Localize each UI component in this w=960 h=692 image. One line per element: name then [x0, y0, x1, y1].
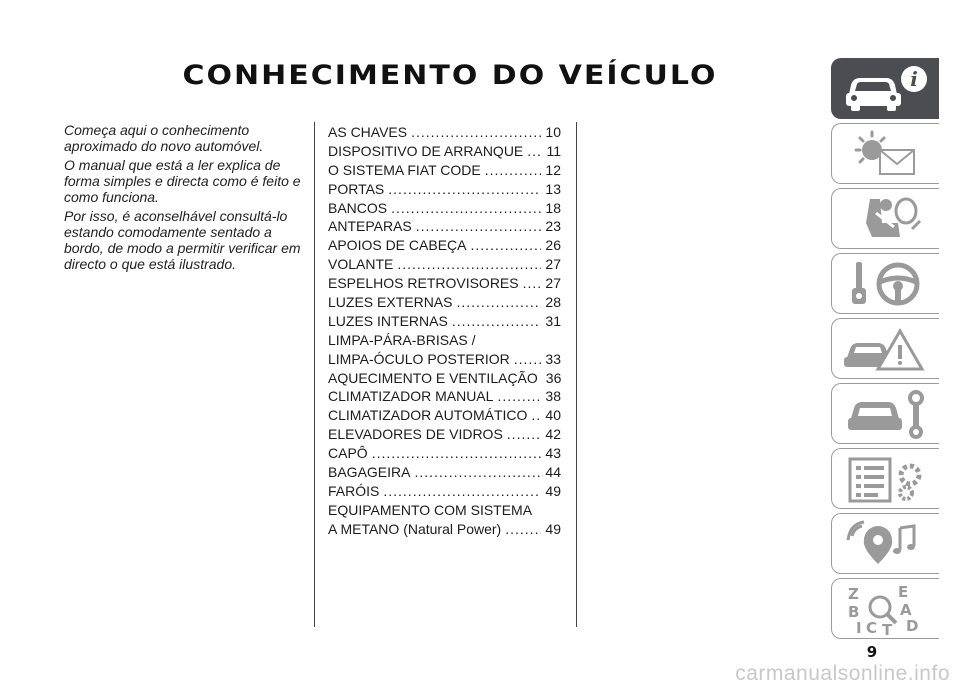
toc-item-page: 12: [545, 161, 561, 178]
toc-leader-dots: [372, 444, 542, 463]
table-of-contents: [328, 123, 561, 539]
toc-item-label: ESPELHOS RETROVISORES: [328, 275, 519, 292]
toc-item-label: APOIOS DE CABEÇA: [328, 237, 467, 254]
toc-item[interactable]: [328, 180, 561, 199]
toc-item[interactable]: [328, 274, 561, 293]
index-letter: E: [898, 583, 909, 601]
toc-item-label: O SISTEMA FIAT CODE: [328, 161, 481, 178]
intro-paragraph: Por isso, é aconselhável consultá-lo estando comodamente sentado a bordo, de modo a permitir verificar em directo o que está ilustrado.: [64, 208, 301, 272]
toc-item[interactable]: [328, 312, 561, 331]
toc-item[interactable]: [328, 199, 561, 218]
toc-leader-dots: [505, 520, 541, 539]
toc-item-page: 11: [546, 142, 561, 159]
toc-item-page: 13: [545, 180, 561, 197]
toc-item-page: 43: [545, 445, 561, 462]
intro-paragraph: Começa aqui o conhecimento aproximado do novo automóvel.: [64, 122, 264, 154]
toc-leader-dots: [485, 161, 542, 180]
toc-item-label: PORTAS: [328, 180, 385, 197]
toc-item-label: BAGAGEIRA: [328, 464, 411, 481]
toc-item[interactable]: [328, 142, 561, 161]
toc-item[interactable]: [328, 331, 561, 369]
toc-item-page: 33: [545, 350, 561, 367]
toc-item-page: 38: [545, 388, 561, 405]
airbag-seat-icon: [842, 193, 930, 245]
index-letter: B: [848, 603, 860, 621]
toc-item[interactable]: [328, 501, 561, 539]
toc-leader-dots: [523, 274, 542, 293]
toc-item-label: ELEVADORES DE VIDROS: [328, 426, 503, 443]
index-letter: Z: [848, 585, 859, 603]
toc-leader-dots: [497, 387, 541, 406]
intro-paragraph: O manual que está a ler explica de forma simples e directa como é feito e como funciona.: [64, 157, 301, 205]
toc-item-label: CLIMATIZADOR AUTOMÁTICO: [328, 407, 528, 424]
toc-item[interactable]: [328, 406, 561, 425]
toc-item-page: 31: [545, 312, 561, 329]
svg-text:i: i: [910, 67, 918, 91]
toc-item-page: 36: [545, 369, 562, 386]
toc-item[interactable]: [328, 425, 561, 444]
toc-leader-dots: [531, 406, 541, 425]
toc-item[interactable]: [328, 369, 561, 388]
toc-leader-dots: [388, 180, 541, 199]
intro-text: [64, 122, 304, 275]
toc-item-label: A METANO (Natural Power): [328, 520, 502, 537]
tab-multimedia[interactable]: [831, 513, 939, 574]
toc-item-page: 40: [545, 407, 561, 424]
toc-item-label-line: EQUIPAMENTO COM SISTEMA: [328, 501, 533, 518]
toc-leader-dots: [507, 425, 542, 444]
toc-item-label: CAPÔ: [328, 445, 368, 462]
index-letter: T: [882, 621, 893, 635]
toc-item[interactable]: [328, 255, 561, 274]
toc-item[interactable]: [328, 217, 561, 236]
toc-item[interactable]: [328, 293, 561, 312]
toc-item-label: ANTEPARAS: [328, 218, 412, 235]
toc-leader-dots: [411, 123, 541, 142]
toc-item-label: LUZES INTERNAS: [328, 312, 448, 329]
car-maintenance-icon: [842, 388, 930, 440]
page-title: CONHECIMENTO DO VEÍCULO: [182, 59, 718, 92]
tab-index[interactable]: [831, 578, 939, 639]
index-letter: D: [906, 617, 919, 635]
toc-leader-dots: [383, 482, 541, 501]
toc-item-page: 27: [545, 256, 561, 273]
toc-item-label: FARÓIS: [328, 482, 380, 499]
toc-item[interactable]: [328, 236, 561, 255]
warning-light-message-icon: [842, 128, 930, 180]
tab-maintenance[interactable]: [831, 383, 939, 444]
toc-item[interactable]: [328, 463, 561, 482]
toc-leader-dots: [391, 199, 541, 218]
toc-item-label: DISPOSITIVO DE ARRANQUE: [328, 142, 524, 159]
toc-item-page: 44: [545, 464, 561, 481]
breakdown-warning-icon: [842, 323, 930, 375]
toc-item-page: 18: [545, 199, 561, 216]
tab-safety[interactable]: [831, 188, 939, 249]
multimedia-navigation-icon: [842, 518, 930, 570]
toc-item-page: 42: [545, 426, 561, 443]
column-divider: [314, 122, 315, 627]
toc-item-label: LIMPA-ÓCULO POSTERIOR: [328, 350, 510, 367]
toc-leader-dots: [452, 312, 542, 331]
tab-technical-data[interactable]: [831, 448, 939, 509]
index-letter: A: [900, 601, 912, 619]
tab-warnings-messages[interactable]: [831, 123, 939, 184]
toc-item-page: 27: [545, 275, 561, 292]
toc-item-label-line: LIMPA-PÁRA-BRISAS /: [328, 331, 476, 348]
alphabetical-index-icon: [842, 583, 930, 635]
tab-vehicle-knowledge[interactable]: [831, 58, 939, 119]
toc-item-page: 49: [545, 520, 561, 537]
index-letter: I: [856, 619, 862, 635]
toc-leader-dots: [527, 142, 542, 161]
toc-item-label: AS CHAVES: [328, 124, 408, 140]
toc-item-page: 49: [545, 482, 561, 499]
index-letter: C: [866, 619, 878, 635]
toc-item-label: BANCOS: [328, 199, 388, 216]
toc-item-page: 26: [545, 237, 561, 254]
toc-item-page: 28: [545, 294, 561, 311]
tab-emergency[interactable]: [831, 318, 939, 379]
toc-item[interactable]: [328, 444, 561, 463]
toc-leader-dots: [514, 350, 542, 369]
toc-item-label: CLIMATIZADOR MANUAL: [328, 388, 494, 405]
car-info-icon: [842, 63, 930, 115]
toc-item-page: 23: [545, 218, 561, 235]
tab-starting-driving[interactable]: [831, 253, 939, 314]
toc-item[interactable]: [328, 161, 561, 180]
toc-item[interactable]: [328, 482, 561, 501]
toc-item-label: AQUECIMENTO E VENTILAÇÃO: [328, 369, 538, 386]
toc-leader-dots: [416, 217, 542, 236]
toc-item-page: 10: [545, 124, 561, 140]
page-number: 9: [866, 643, 878, 661]
toc-item-label: LUZES EXTERNAS: [328, 294, 453, 311]
toc-leader-dots: [456, 293, 541, 312]
toc-item[interactable]: [328, 123, 561, 142]
technical-data-icon: [842, 453, 930, 505]
toc-leader-dots: [397, 255, 541, 274]
toc-item-label: VOLANTE: [328, 256, 394, 273]
key-steering-wheel-icon: [842, 258, 930, 310]
watermark: carmanualsonline.info: [735, 662, 950, 685]
toc-leader-dots: [470, 236, 541, 255]
column-divider: [576, 122, 577, 627]
toc-item[interactable]: [328, 387, 561, 406]
toc-leader-dots: [414, 463, 541, 482]
